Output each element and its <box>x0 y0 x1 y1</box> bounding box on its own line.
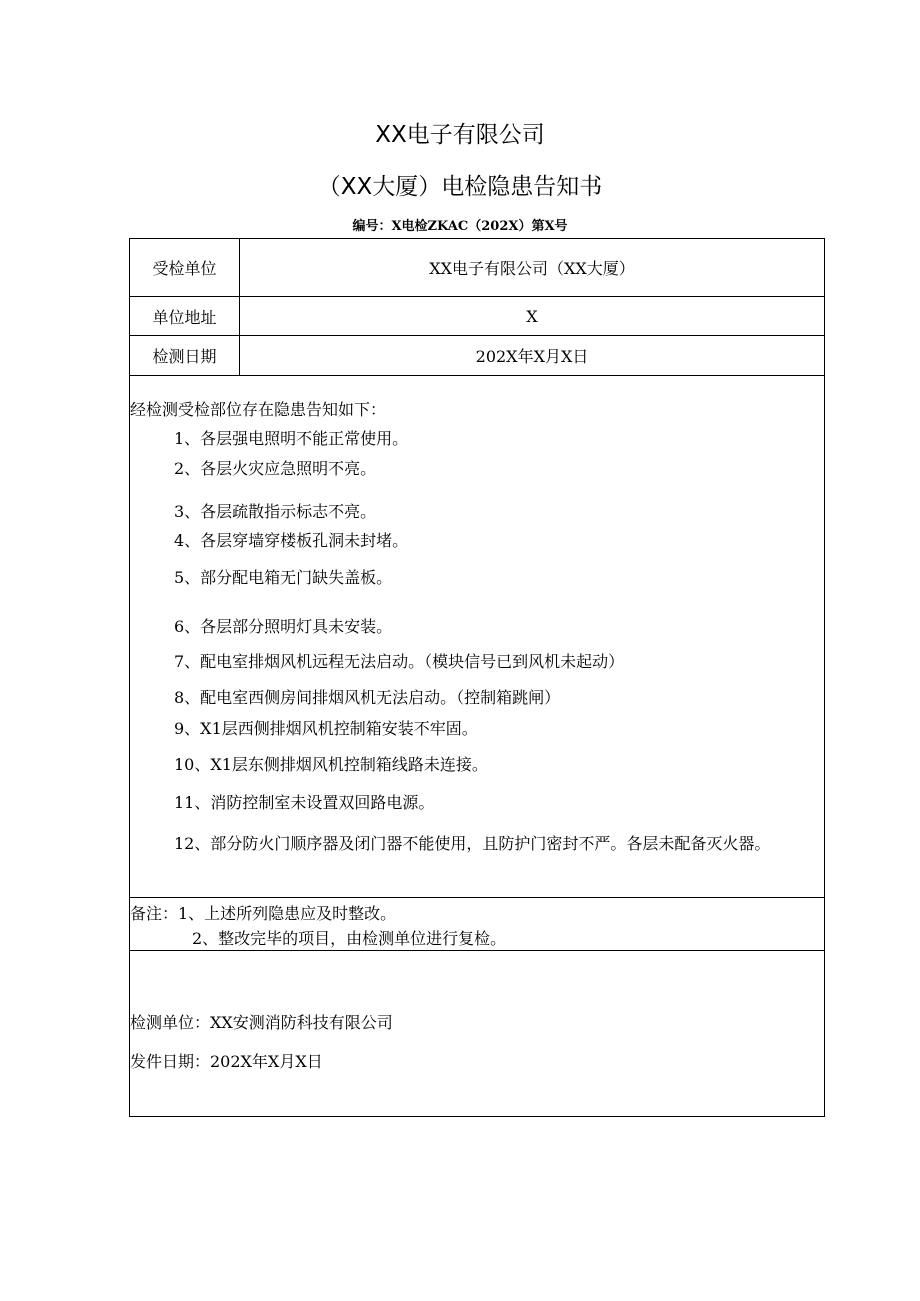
finding-item: 5、部分配电箱无门缺失盖板。 <box>174 568 393 587</box>
document-number: 编号：X电检ZKAC（202X）第X号 <box>352 219 568 234</box>
issue-date: 发件日期：202X年X月X日 <box>130 1052 323 1071</box>
finding-item: 6、各层部分照明灯具未安装。 <box>174 617 393 636</box>
label-inspected-unit: 受检单位 <box>152 259 217 278</box>
finding-item: 12、部分防火门顺序器及闭门器不能使用，且防护门密封不严。各层未配备灭火器。 <box>174 834 771 853</box>
finding-item: 2、各层火灾应急照明不亮。 <box>174 459 377 478</box>
finding-item: 4、各层穿墙穿楼板孔洞未封堵。 <box>174 531 409 550</box>
row-divider <box>130 897 824 898</box>
finding-item: 8、配电室西侧房间排烟风机无法启动。（控制箱跳闸） <box>174 688 561 707</box>
finding-item: 3、各层疏散指示标志不亮。 <box>174 502 377 521</box>
finding-item: 10、X1层东侧排烟风机控制箱线路未连接。 <box>174 755 488 774</box>
label-inspection-date: 检测日期 <box>152 347 217 366</box>
label-unit-address: 单位地址 <box>152 307 217 327</box>
inspector-unit: 检测单位：XX安测消防科技有限公司 <box>130 1013 393 1032</box>
findings-intro: 经检测受检部位存在隐患告知如下： <box>130 400 387 419</box>
remarks-line-2: 2、整改完毕的项目，由检测单位进行复检。 <box>192 929 507 948</box>
finding-item: 7、配电室排烟风机远程无法启动。（模块信号已到风机未起动） <box>174 652 625 671</box>
finding-item: 1、各层强电照明不能正常使用。 <box>174 429 409 448</box>
row-divider <box>130 950 824 951</box>
value-inspection-date: 202X年X月X日 <box>475 347 589 366</box>
value-unit-address: X <box>526 306 538 326</box>
finding-item: 11、消防控制室未设置双回路电源。 <box>174 793 435 812</box>
company-title: XX电子有限公司 <box>375 122 545 148</box>
notice-title: （XX大厦）电检隐患告知书 <box>317 174 603 200</box>
finding-item: 9、X1层西侧排烟风机控制箱安装不牢固。 <box>174 719 478 738</box>
notice-form <box>129 238 825 1117</box>
row-divider <box>130 375 824 376</box>
remarks-line-1: 备注：1、上述所列隐患应及时整改。 <box>130 904 397 923</box>
value-inspected-unit: XX电子有限公司（XX大厦） <box>429 259 635 278</box>
